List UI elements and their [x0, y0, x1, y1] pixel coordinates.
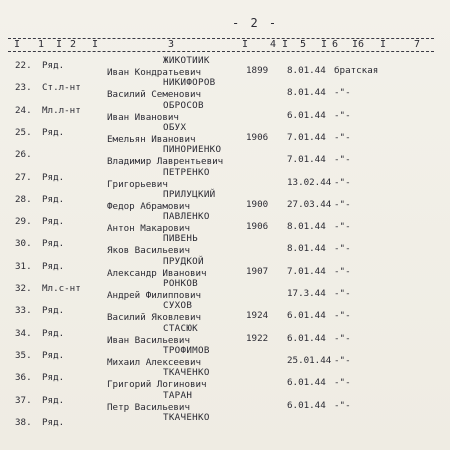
- death-date: 8.01.44: [287, 243, 326, 255]
- column-number: 3: [168, 39, 175, 50]
- burial-place: -"-: [334, 109, 351, 121]
- column-separator: I: [282, 39, 289, 50]
- list-item: [0, 99, 450, 125]
- entry-number: 25.: [15, 126, 32, 138]
- given-name: Федор Абрамович: [107, 200, 190, 212]
- surname: СТАСЮК: [163, 322, 198, 334]
- list-item: [0, 322, 450, 348]
- birth-year: 1922: [246, 332, 269, 344]
- surname: ТКАЧЕНКО: [163, 367, 210, 379]
- entry-number: 30.: [15, 238, 32, 250]
- birth-year: 1899: [246, 65, 269, 76]
- surname: ПИНОРИЕНКО: [163, 144, 222, 156]
- column-number: 6: [332, 39, 339, 50]
- entry-number: 32.: [15, 283, 32, 294]
- burial-place: -"-: [334, 131, 351, 143]
- column-number: 6: [358, 39, 365, 50]
- death-date: 8.01.44: [287, 87, 326, 99]
- birth-year: 1900: [246, 198, 269, 210]
- birth-year: 1907: [246, 265, 269, 277]
- header-rule-bottom: [8, 51, 434, 52]
- list-item: [0, 121, 450, 147]
- rank: Ряд.: [42, 372, 65, 384]
- burial-place: -"-: [334, 332, 351, 344]
- column-separator: I: [380, 39, 387, 50]
- given-name: Иван Иванович: [107, 111, 179, 123]
- burial-place: -"-: [334, 221, 351, 233]
- column-number: 4: [270, 39, 277, 50]
- death-date: 6.01.44: [287, 377, 326, 389]
- column-separator: I: [352, 39, 359, 50]
- list-item: [0, 255, 450, 281]
- entry-number: 29.: [15, 216, 32, 228]
- rank: Ряд.: [42, 238, 65, 250]
- list-item: [0, 144, 450, 169]
- rank: Ряд.: [42, 216, 65, 228]
- list-item: [0, 367, 450, 392]
- burial-place: -"-: [334, 243, 351, 255]
- death-date: 6.01.44: [287, 109, 326, 121]
- page-number: - 2 -: [232, 16, 279, 30]
- given-name: Петр Васильевич: [107, 401, 190, 413]
- burial-place: -"-: [334, 377, 351, 389]
- entry-number: 31.: [15, 260, 32, 272]
- rank: Ряд.: [42, 416, 65, 428]
- entry-number: 27.: [15, 171, 32, 183]
- surname: ЖИКОТИИК: [163, 55, 210, 66]
- entry-number: 22.: [15, 60, 32, 71]
- death-date: 6.01.44: [287, 399, 326, 411]
- list-item: [0, 233, 450, 258]
- given-name: Антон Макарович: [107, 223, 190, 235]
- rank: Мл.л-нт: [42, 104, 81, 116]
- birth-year: 1906: [246, 131, 269, 143]
- surname: ОБУХ: [163, 121, 187, 133]
- given-name: Иван Васильевич: [107, 334, 190, 346]
- death-date: 13.02.44: [287, 176, 332, 188]
- column-number: 1: [38, 39, 45, 50]
- surname: СУХОВ: [163, 300, 193, 312]
- rank: Ряд.: [42, 260, 65, 272]
- burial-place: -"-: [334, 176, 351, 188]
- birth-year: 1924: [246, 310, 269, 322]
- given-name: Григорий Логинович: [107, 379, 207, 391]
- burial-place: -"-: [334, 354, 351, 366]
- list-item: [0, 389, 450, 415]
- burial-place: -"-: [334, 265, 351, 277]
- burial-place: -"-: [334, 154, 351, 166]
- list-item: [0, 55, 450, 80]
- list-item: [0, 344, 450, 370]
- rank: Ряд.: [42, 305, 65, 317]
- rank: Ряд.: [42, 193, 65, 205]
- entry-number: 33.: [15, 305, 32, 317]
- entry-number: 35.: [15, 349, 32, 361]
- given-name: Андрей Филиппович: [107, 290, 202, 301]
- death-date: 6.01.44: [287, 332, 326, 344]
- death-date: 7.01.44: [287, 154, 326, 166]
- column-separator: I: [242, 39, 249, 50]
- death-date: 17.3.44: [287, 288, 326, 299]
- surname: ТАРАН: [163, 389, 193, 401]
- list-item: [0, 411, 450, 437]
- rank: Ряд.: [42, 327, 65, 339]
- entry-number: 38.: [15, 416, 32, 428]
- list-item: [0, 278, 450, 303]
- column-separator: I: [56, 39, 63, 50]
- rank: Мл.с-нт: [42, 283, 81, 294]
- entry-number: 23.: [15, 82, 32, 94]
- surname: ТКАЧЕНКО: [163, 411, 210, 423]
- entry-number: 34.: [15, 327, 32, 339]
- entry-number: 28.: [15, 193, 32, 205]
- rank: Ряд.: [42, 394, 65, 406]
- given-name: Василий Яковлевич: [107, 312, 202, 324]
- burial-place: -"-: [334, 288, 351, 299]
- list-item: [0, 77, 450, 102]
- death-date: 7.01.44: [287, 131, 326, 143]
- surname: ОБРОСОВ: [163, 99, 204, 111]
- death-date: 6.01.44: [287, 310, 326, 322]
- surname: ПИВЕНЬ: [163, 233, 198, 245]
- rank: Ряд.: [42, 349, 65, 361]
- rank: Ряд.: [42, 60, 65, 71]
- entry-number: 24.: [15, 104, 32, 116]
- surname: ПЕТРЕНКО: [163, 166, 210, 178]
- given-name: Емельян Иванович: [107, 133, 196, 145]
- entry-number: 26.: [15, 149, 32, 161]
- surname: ПАВЛЕНКО: [163, 211, 210, 223]
- surname: НИКИФОРОВ: [163, 77, 216, 89]
- surname: ТРОФИМОВ: [163, 344, 210, 356]
- burial-place: братская: [334, 65, 379, 76]
- death-date: 27.03.44: [287, 198, 332, 210]
- burial-place: -"-: [334, 310, 351, 322]
- list-item: [0, 166, 450, 192]
- list-item: [0, 188, 450, 214]
- surname: ПРУДКОЙ: [163, 255, 204, 267]
- death-date: 8.01.44: [287, 221, 326, 233]
- column-number: 2: [70, 39, 77, 50]
- rank: Ст.л-нт: [42, 82, 81, 94]
- surname: ПРИЛУЦКИЙ: [163, 188, 216, 200]
- column-separator: I: [92, 39, 99, 50]
- burial-place: -"-: [334, 87, 351, 99]
- column-number-header: [0, 39, 450, 51]
- column-number: 5: [300, 39, 307, 50]
- list-item: [0, 211, 450, 236]
- death-date: 7.01.44: [287, 265, 326, 277]
- given-name: Григорьевич: [107, 178, 168, 190]
- given-name: Александр Иванович: [107, 267, 207, 279]
- entry-number: 37.: [15, 394, 32, 406]
- surname: РОНКОВ: [163, 278, 198, 289]
- column-separator: I: [321, 39, 328, 50]
- birth-year: 1906: [246, 221, 269, 233]
- rank: Ряд.: [42, 126, 65, 138]
- entry-number: 36.: [15, 372, 32, 384]
- given-name: Михаил Алексеевич: [107, 356, 202, 368]
- list-item: [0, 300, 450, 325]
- burial-place: -"-: [334, 399, 351, 411]
- rank: Ряд.: [42, 171, 65, 183]
- death-date: 25.01.44: [287, 354, 332, 366]
- burial-place: -"-: [334, 198, 351, 210]
- given-name: Иван Кондратьевич: [107, 67, 202, 78]
- death-date: 8.01.44: [287, 65, 326, 76]
- given-name: Яков Васильевич: [107, 245, 190, 257]
- given-name: Владимир Лаврентьевич: [107, 156, 224, 168]
- column-separator: I: [14, 39, 21, 50]
- given-name: Василий Семенович: [107, 89, 202, 101]
- column-number: 7: [414, 39, 421, 50]
